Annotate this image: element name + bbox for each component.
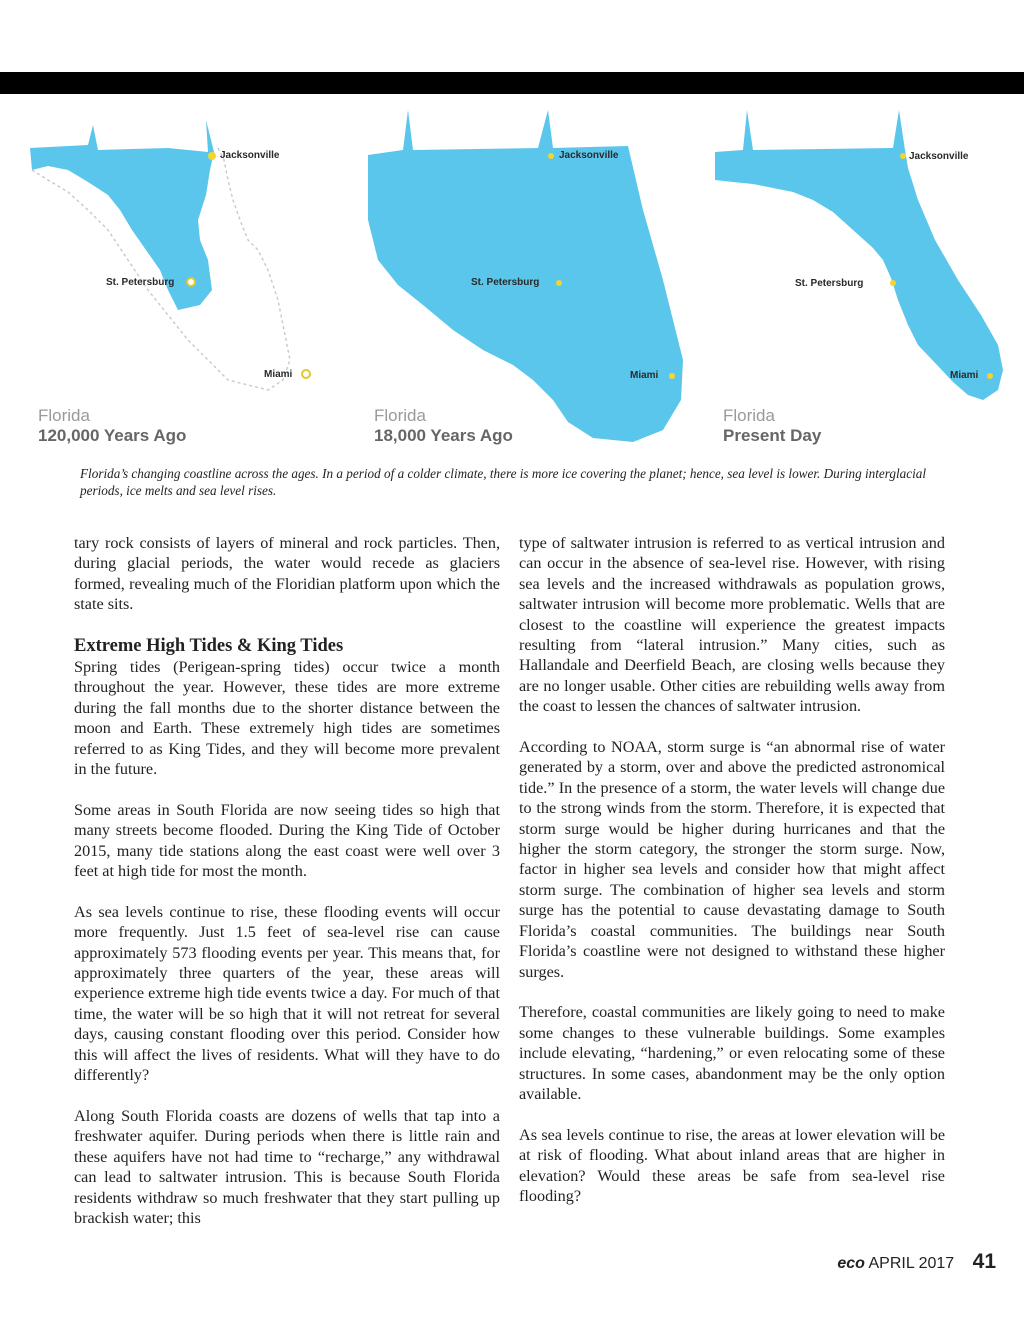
- map2-city-st-petersburg: St. Petersburg: [471, 277, 540, 288]
- page-footer: [837, 1250, 996, 1274]
- paragraph: tary rock consists of layers of mineral and rock particles. Then, during glacial periods, the water would recede as glaciers formed, revealing much of the Floridian platform upon which the state sits.: [74, 534, 500, 614]
- map1-label: [38, 406, 186, 446]
- paragraph: Some areas in South Florida are now seeing tides so high that many streets become flooded. During the King Tide of October 2015, many tide stations along the east coast were well over 3 feet at high tide for most the month.: [74, 800, 500, 881]
- paragraph: Spring tides (Perigean-spring tides) occur twice a month throughout the year. However, these tides are more extreme during the fall months due to the shorter distance between the moon and Earth. These extremely high tides are sometimes referred to as King Tides, and they will become more prevalent in the future.: [74, 658, 500, 779]
- paragraph: According to NOAA, storm surge is “an abnormal rise of water generated by a storm, over and above the predicted astronomical tide.” In the presence of a storm, the water levels will change due to the strong winds from the storm. Therefore, it is expected that storm surge would be higher during hurricanes and that the higher the storm category, the stronger the storm surge. Now, factor in higher sea levels and consider how that might affect storm surge. The combination of higher sea levels and storm surge has the potential to cause devastating damage to South Florida’s coastal communities. The buildings near South Florida’s coastline were not designed to withstand these higher surges.: [519, 738, 945, 981]
- section-heading: Extreme High Tides & King Tides: [74, 636, 344, 657]
- magazine-name: eco: [837, 1255, 865, 1272]
- map3-city-miami: Miami: [950, 370, 979, 381]
- map2-label: [374, 406, 513, 446]
- figure-caption: Florida’s changing coastline across the ages. In a period of a colder climate, there is more ice covering the planet; hence, sea level is lower. During interglacial periods, ice melts and sea level rises.: [80, 466, 927, 498]
- map-present-day: [713, 100, 1008, 460]
- paragraph: Therefore, coastal communities are likely going to need to make some changes to these vulnerable buildings. Some examples include elevating, “hardening,” or even relocating some of these structures. In some cases, abandonment may be the only option available.: [519, 1003, 945, 1103]
- map1-city-st-petersburg: St. Petersburg: [106, 277, 175, 288]
- map2-city-miami: Miami: [630, 370, 659, 381]
- issue-date: APRIL 2017: [868, 1255, 955, 1272]
- map1-era-label: 120,000 Years Ago: [38, 426, 187, 445]
- map1-city-miami: Miami: [264, 369, 293, 380]
- article-column-left: [74, 533, 500, 1249]
- map3-city-jacksonville: Jacksonville: [909, 151, 969, 162]
- map2-state-label: Florida: [374, 406, 426, 425]
- map2-era-label: 18,000 Years Ago: [374, 426, 513, 445]
- top-black-bar: [0, 72, 1024, 94]
- map-18000-years-ago: [363, 100, 703, 460]
- paragraph: Along South Florida coasts are dozens of wells that tap into a freshwater aquifer. During periods when there is little rain and these aquifers have not had time to “recharge,” any withdrawal can lead to saltwater intrusion. This is because South Florida residents withdraw so much freshwater that they start pulling up brackish water; this: [74, 1106, 500, 1227]
- map3-label: [723, 406, 821, 446]
- map-120000-years-ago: [28, 100, 328, 460]
- paragraph: As sea levels continue to rise, these flooding events will occur more frequently. Just 1.5 feet of sea-level rise can cause approximately 573 flooding events per year. This means that, for approximately three quarters of the year, these areas will experience extreme high tide events twice a day. For much of that time, the water will be so high that it will not retreat for several days, causing constant flooding over this period. Consider how this will affect the lives of residents. What will they have to do differently?: [74, 902, 500, 1085]
- map3-era-label: Present Day: [723, 426, 822, 445]
- map1-city-jacksonville: Jacksonville: [220, 150, 280, 161]
- coastline-maps-figure: [28, 100, 1008, 460]
- page-number: 41: [972, 1250, 996, 1273]
- paragraph: As sea levels continue to rise, the areas at lower elevation will be at risk of flooding. What about inland areas that are higher in elevation? Would these areas be safe from sea-level rise flooding?: [519, 1125, 945, 1205]
- map2-city-jacksonville: Jacksonville: [559, 150, 619, 161]
- map1-state-label: Florida: [38, 406, 90, 425]
- map3-city-st-petersburg: St. Petersburg: [795, 278, 864, 289]
- article-column-right: [519, 533, 945, 1227]
- paragraph: type of saltwater intrusion is referred to as vertical intrusion and can occur in the absence of sea-level rise. However, with rising sea levels and the increased withdrawals as population grows, saltwater intrusion will become more problematic. Wells that are closest to the coastline will experience the greatest impacts resulting from “lateral intrusion.” Many cities, such as Hallandale and Deerfield Beach, are closing wells because they are no longer usable. Other cities are rebuilding wells away from the coast to lessen the chances of saltwater intrusion.: [519, 534, 945, 716]
- map3-state-label: Florida: [723, 406, 775, 425]
